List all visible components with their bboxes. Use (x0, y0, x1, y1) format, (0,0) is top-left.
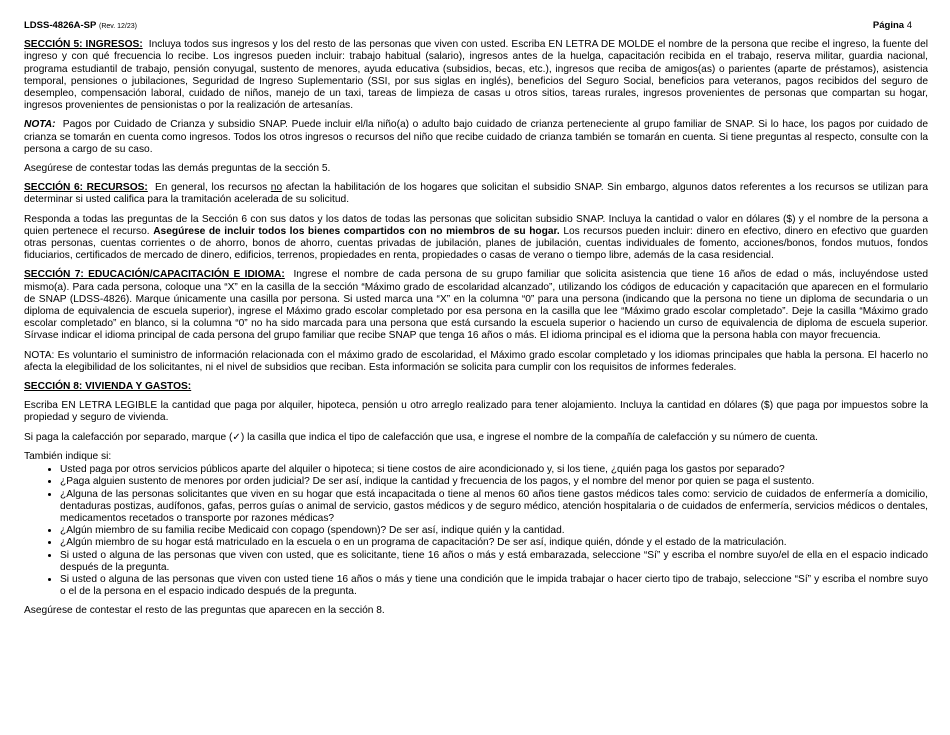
page-number: 4 (906, 20, 912, 31)
section-5-intro (24, 39, 928, 112)
section-8-heading (24, 381, 928, 393)
section-8-rent: Escriba EN LETRA LEGIBLE la cantidad que paga por alquiler, hipoteca, pensión u otro arreglo realizado para tener alojamiento. Incluya la cantidad en dólares ($) que paga por impuestos sobre la propiedad y seguro de vivienda. (24, 400, 928, 424)
list-item: • Si usted o alguna de las personas que viven con usted, que es solicitante, tiene 16 años o más y está embarazada, seleccione “Sí” y escriba el nombre suyo/el de ella en el espacio indicado después de la pregunta. (60, 550, 928, 574)
form-id (24, 20, 137, 33)
section-6-title: SECCIÓN 6: RECURSOS: (24, 182, 148, 194)
section-5-note (24, 119, 928, 156)
section-7-note: NOTA: Es voluntario el suministro de información relacionada con el máximo grado de escolaridad, el Máximo grado escolar completado y los idiomas principales que habla la persona. El hacerlo no afecta la elegibilidad de los solicitantes, ni el nivel de subsidios que reciban. Esta información se solicita para cumplir con los requisitos de informes federales. (24, 349, 928, 373)
section-6-intro (24, 182, 928, 206)
section-8-bullet-list (24, 464, 928, 598)
section-6-details-end: Los recursos pueden incluir: dinero en efectivo, dinero en efectivo que guarden otras personas, cuentas corrientes o de ahorro, bonos de ahorro, cuentas privadas de jubilación, planes de jubilación, cuentas individuales de fomento, acciones/bonos, fondos mutuos, fondos fiduciarios, certificados de mercado de dinero, edificios, terrenos, propiedades en renta, propiedades o casas de verano o tiempo libre, además de la casa residencial. (24, 225, 929, 262)
section-5-title: SECCIÓN 5: INGRESOS: (24, 39, 143, 51)
section-6-body-start: En general, los recursos (155, 182, 268, 194)
section-7-intro (24, 269, 928, 342)
form-revision: (Rev. 12/23) (98, 23, 137, 30)
form-number: LDSS-4826A-SP (24, 20, 97, 31)
section-6-details-bold: Asegúrese de incluir todos los bienes compartidos con no miembros de su hogar. (153, 225, 560, 237)
section-5-note-body: Pagos por Cuidado de Crianza y subsidio SNAP. Puede incluir el/la niño(a) o adulto bajo cuidado de crianza perteneciente al grupo familiar de SNAP. Si lo hace, los pagos por cuidado de crianza se tomarán en cuenta como ingresos. Todos los otros ingresos o recursos del niño que recibe cuidado de crianza también se tomarán en cuenta. Si tiene preguntas al respecto, consulte con la persona a cargo de su caso. (24, 119, 928, 155)
section-7-body: Ingrese el nombre de cada persona de su grupo familiar que solicita asistencia que tiene 16 años de edad o más, incluyéndose usted mismo(a). Para cada persona, coloque una “X” en la casilla de la sección “Máximo grado de escolaridad alcanzado”, utilizando los códigos de educación y capacitación que aparecen en el formulario de SNAP (LDSS-4826). Marque únicamente una casilla por persona. Si usted marca una “X” en la columna “0” para una persona (indicando que la persona no tiene un diploma de secundaria o un diploma de equivalencia de escuela superior), ingrese el Máximo grado escolar completado por esa persona en la casilla que lee “Máximo grado escolar completado”. Deje la casilla “Máximo grado escolar completado” en blanco, si la columna “0” no ha sido marcada para una persona que está cursando la escuela superior o haciendo un curso de equivalencia de diploma de escuela superior. Sírvase indicar el idioma principal de cada persona del grupo familiar que recibe SNAP que tenga 16 años o más. El idioma principal es el idioma que la persona habla con mayor frecuencia. (24, 269, 928, 342)
list-item: • ¿Algún miembro de su familia recibe Medicaid con copago (spendown)? De ser así, indique quién y la cantidad. (60, 525, 928, 537)
section-6-body-end: afectan la habilitación de los hogares que solicitan el subsidio SNAP. Sin embargo, algunos datos referentes a los recursos se utilizan para determinar si usted califica para la tramitación acelerada de su solicitud. (24, 182, 928, 206)
list-item: • ¿Alguna de las personas solicitantes que viven en su hogar que está incapacitada o tiene al menos 60 años tiene gastos médicos tales como: servicio de cuidados de enfermería a domicilio, dentaduras postizas, audífonos, gafas, perros guías o animal de servicio, gastos médicos y de seguro médico, atención hospitalaria o de cuidados de enfermería, servicios médicos o dentales, medicamentos recetados o transporte por razones médicas? (60, 489, 928, 526)
section-5-body: Incluya todos sus ingresos y los del resto de las personas que viven con usted. Escriba EN LETRA DE MOLDE el nombre de la persona que recibe el ingreso, la fuente del ingreso y con qué frecuencia lo recibe. Los ingresos pueden incluir: trabajo habitual (salario), ingresos antes de la huelga, capacitación recibida en el trabajo, reserva militar, guardia nacional, programa estudiantil de trabajo, pensión conyugal, sustento de menores, ayuda educativa (subsidios, becas, etc.), ingresos que reciba de amigos(as) o parientes (aparte de préstamos), asistencia temporal, pensiones o jubilaciones, Seguridad de Ingreso Suplementario (SSI, por sus siglas en inglés), beneficios del Seguro Social, beneficios para veteranos, pagos recibidos del seguro de desempleo, compensación laboral, cuidado de niños, manejo de un taxi, tareas de limpieza de casas u otros sitios, tareas rurales, ingresos provenientes de personas que compartan su hogar, ingresos provenientes de pensionistas o por la realización de artesanías. (24, 39, 928, 112)
section-5-closing: Asegúrese de contestar todas las demás preguntas de la sección 5. (24, 163, 331, 175)
section-8-also-indicate: También indique si: (24, 450, 112, 462)
section-8-closing: Asegúrese de contestar el resto de las preguntas que aparecen en la sección 8. (24, 605, 385, 617)
list-item: • ¿Algún miembro de su hogar está matriculado en la escuela o en un programa de capacitación? De ser así, indique quién, dónde y el estado de la matriculación. (60, 537, 928, 549)
page-label: Página (872, 20, 905, 31)
list-item: • ¿Paga alguien sustento de menores por orden judicial? De ser así, indique la cantidad y frecuencia de los pagos, y el nombre del menor por quien se paga el sustento. (60, 476, 928, 488)
section-6-body-no: no (270, 182, 283, 194)
page-header (24, 20, 928, 33)
section-5-note-label: NOTA: (24, 119, 56, 131)
section-6-details-start: Responda a todas las preguntas de la Sección 6 con sus datos y los datos de todas las personas que solicitan subsidio SNAP. Incluya la cantidad o valor en dólares ($) y el nombre de la persona a quien pertenece el recurso. (24, 213, 928, 237)
list-item: • Si usted o alguna de las personas que viven con usted tiene 16 años o más y tiene una condición que le impida trabajar o hacer cierto tipo de trabajo, seleccione “Sí” y escriba el nombre suyo o el de la persona en el espacio indicado después de la pregunta. (60, 574, 928, 598)
section-8-heating: Si paga la calefacción por separado, marque (✓) la casilla que indica el tipo de calefacción que usa, e ingrese el nombre de la compañía de calefacción y su número de cuenta. (24, 431, 819, 443)
page-indicator (873, 20, 912, 32)
section-6-details (24, 214, 928, 263)
list-item: • Usted paga por otros servicios públicos aparte del alquiler o hipoteca; si tiene costos de aire acondicionado y, si los tiene, ¿quién paga los gastos por separado? (60, 464, 928, 476)
section-7-title: SECCIÓN 7: EDUCACIÓN/CAPACITACIÓN E IDIOMA: (24, 269, 285, 281)
section-8-title: SECCIÓN 8: VIVIENDA Y GASTOS: (24, 381, 192, 393)
